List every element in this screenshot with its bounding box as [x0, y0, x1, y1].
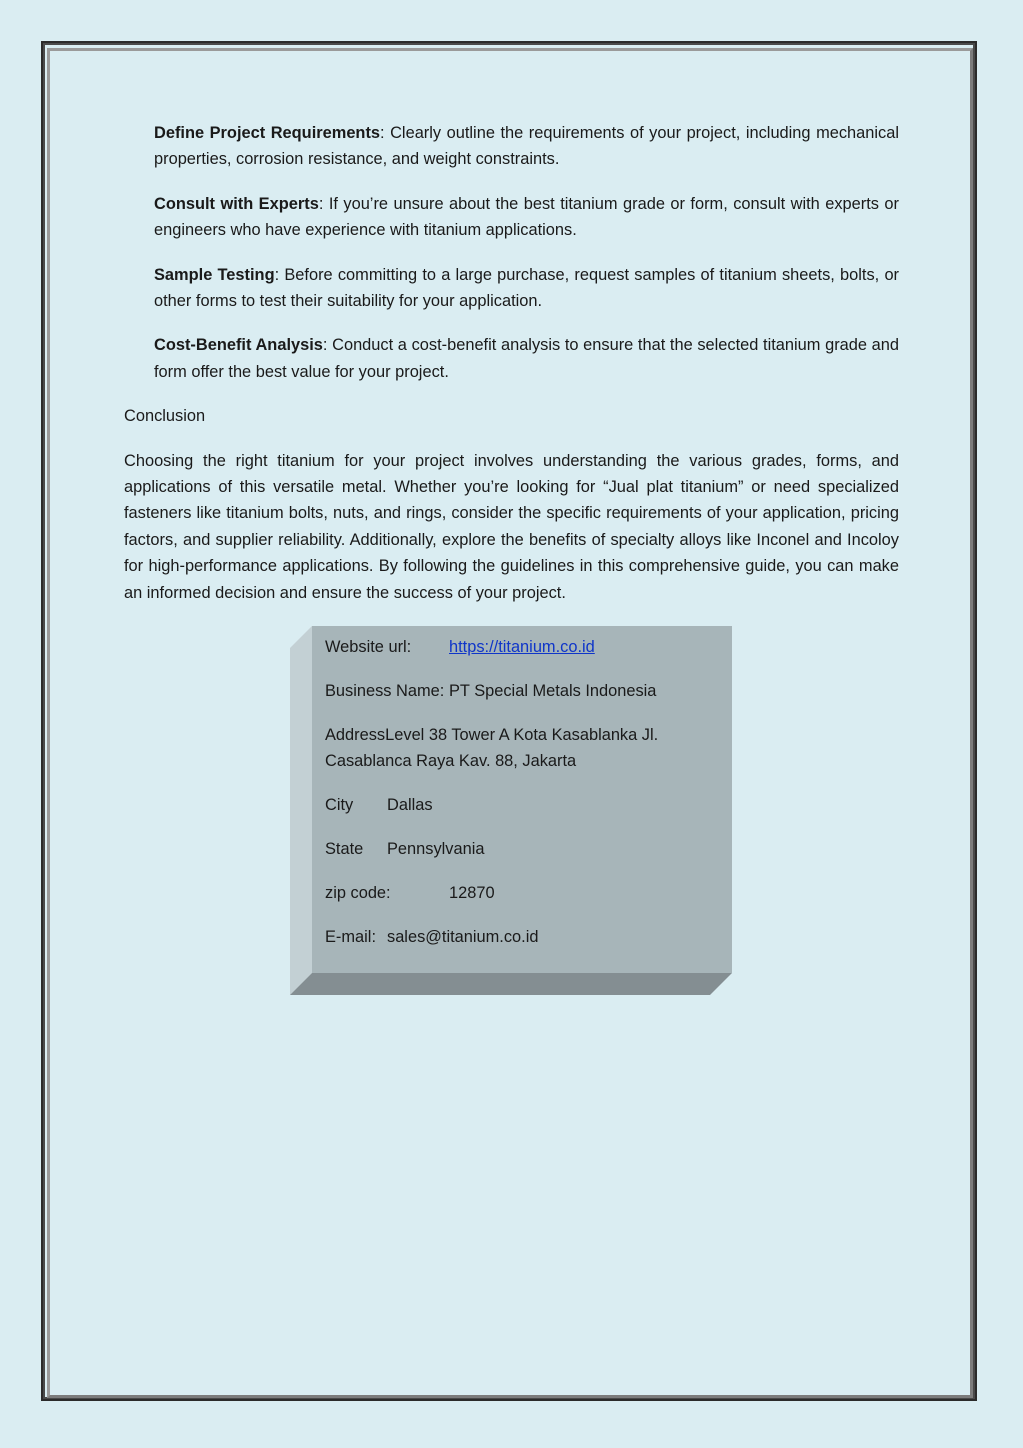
item-title: Cost-Benefit Analysis: [154, 336, 323, 355]
state-row: [325, 836, 705, 862]
item-text: : Clearly outline the requirements of your project, including mechanical properties, corrosion resistance, and weight constraints.: [154, 124, 899, 169]
contact-details: [325, 634, 705, 968]
box-left-bevel: [290, 626, 312, 995]
zip-value: 12870: [449, 884, 495, 903]
box-bottom-bevel: [290, 973, 732, 995]
contact-box: [290, 626, 732, 995]
conclusion-heading: Conclusion: [124, 407, 206, 426]
business-row: [325, 678, 705, 704]
conclusion-paragraph: Choosing the right titanium for your project involves understanding the various grades, forms, and applications of this versatile metal. Whether you’re looking for “Jual plat titanium” or need specialized fasteners like titanium bolts, nuts, and rings, consider the specific requirements of your application, pricing factors, and supplier reliability. Additionally, explore the benefits of specialty alloys like Inconel and Incoloy for high-performance applications. By following the guidelines in this comprehensive guide, you can make an informed decision and ensure the success of your project.: [124, 451, 899, 602]
zip-row: [325, 880, 705, 906]
zip-label: zip code:: [325, 884, 391, 903]
item-title: Consult with Experts: [154, 194, 319, 213]
business-label: Business Name:: [325, 682, 445, 700]
state-label: State: [325, 840, 364, 859]
email-label: E-mail:: [325, 928, 376, 947]
item-text: : Conduct a cost-benefit analysis to ensure that the selected titanium grade and form offer the best value for your project.: [154, 336, 900, 381]
city-value: Dallas: [387, 796, 433, 815]
website-row: [325, 634, 705, 660]
item-text: : If you’re unsure about the best titanium grade or form, consult with experts or engineers who have experience with titanium applications.: [154, 194, 899, 240]
address-row: [325, 722, 705, 775]
item-title: Sample Testing: [154, 265, 275, 284]
list-item: [154, 332, 899, 385]
city-row: [325, 792, 705, 818]
city-label: City: [325, 796, 354, 815]
list-item: [154, 120, 899, 173]
item-title: Define Project Requirements: [154, 124, 381, 142]
website-link[interactable]: https://titanium.co.id: [449, 638, 595, 656]
item-text: : Before committing to a large purchase, request samples of titanium sheets, bolts, or other forms to test their suitability for your application.: [154, 265, 900, 311]
document-body: [124, 120, 899, 624]
address-value: Level 38 Tower A Kota Kasablanka Jl. Casablanca Raya Kav. 88, Jakarta: [325, 726, 659, 771]
website-label: Website url:: [325, 638, 412, 656]
email-row: [325, 924, 705, 950]
state-value: Pennsylvania: [387, 840, 485, 859]
business-value: PT Special Metals Indonesia: [449, 682, 657, 700]
address-label: Address: [325, 726, 386, 744]
list-item: [154, 262, 899, 315]
list-item: [154, 191, 899, 244]
email-value: sales@titanium.co.id: [387, 928, 539, 947]
